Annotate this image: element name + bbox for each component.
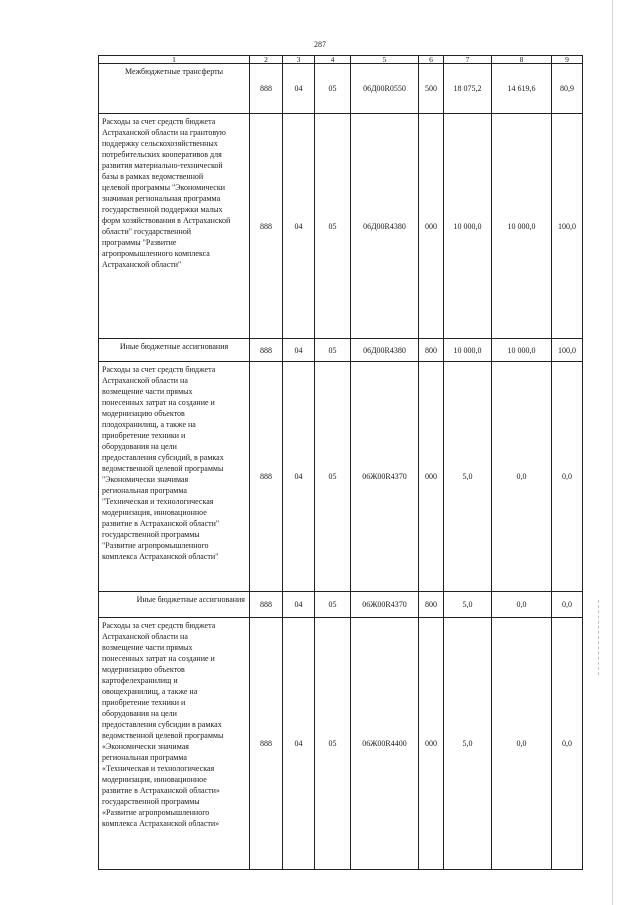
- percent-cell: 0,0: [552, 592, 583, 618]
- plan-amount-cell: 5,0: [444, 618, 492, 870]
- actual-amount-cell: 0,0: [492, 362, 552, 592]
- percent-cell: 100,0: [552, 114, 583, 339]
- target-article-cell: 06Д00R0550: [351, 64, 419, 114]
- row-name-cell: Иные бюджетные ассигнования: [99, 339, 250, 362]
- column-number: 1: [99, 56, 250, 64]
- table-row: [99, 618, 583, 870]
- plan-amount-cell: 5,0: [444, 362, 492, 592]
- column-number: 7: [444, 56, 492, 64]
- actual-amount-cell: 10 000,0: [492, 339, 552, 362]
- code-cell: 888: [250, 64, 283, 114]
- subsection-cell: 05: [315, 592, 351, 618]
- plan-amount-cell: 18 075,2: [444, 64, 492, 114]
- column-number: 6: [419, 56, 444, 64]
- table-row: [99, 114, 583, 339]
- row-name-cell: Расходы за счет средств бюджета Астраханской области на возмещение части прямых понесенных затрат на создание и модернизацию объектов картофелехранилищ и овощехранилищ, а также на приобретение техники и оборудования на цели предоставления субсидии в рамках ведомственной целевой программы «Экономически значимая региональная программа «Техническая и технологическая модернизация, инновационное развитие в Астраханской области» государственной программы «Развитие агропромышленного комплекса Астраханской области»: [99, 618, 250, 870]
- budget-table: [98, 55, 583, 870]
- table-row: [99, 592, 583, 618]
- actual-amount-cell: 14 619,6: [492, 64, 552, 114]
- code-cell: 888: [250, 592, 283, 618]
- target-article-cell: 06Д00R4380: [351, 114, 419, 339]
- plan-amount-cell: 10 000,0: [444, 114, 492, 339]
- column-number: 4: [315, 56, 351, 64]
- actual-amount-cell: 0,0: [492, 618, 552, 870]
- percent-cell: 80,9: [552, 64, 583, 114]
- table-row: [99, 339, 583, 362]
- actual-amount-cell: 10 000,0: [492, 114, 552, 339]
- percent-cell: 0,0: [552, 362, 583, 592]
- row-name-cell: Расходы за счет средств бюджета Астраханской области на возмещение части прямых понесенных затрат на создание и модернизацию объектов плодохранилищ, а также на приобретение техники и оборудования на цели предоставления субсидий, в рамках ведомственной целевой программы "Экономически значимая региональная программа "Техническая и технологическая модернизация, инновационное развитие в Астраханской области" государственной программы "Развитие агропромышленного комплекса Астраханской области": [99, 362, 250, 592]
- code-cell: 888: [250, 362, 283, 592]
- section-cell: 04: [283, 618, 315, 870]
- row-name-cell: Расходы за счет средств бюджета Астраханской области на грантовую поддержку сельскохозяйственных потребительских кооперативов для развития материально-технической базы в рамках ведомственной целевой программы "Экономически значимая региональная программа государственной поддержки малых форм хозяйствования в Астраханской области" государственной программы "Развитие агропромышленного комплекса Астраханской области": [99, 114, 250, 339]
- plan-amount-cell: 5,0: [444, 592, 492, 618]
- section-cell: 04: [283, 114, 315, 339]
- section-cell: 04: [283, 64, 315, 114]
- subsection-cell: 05: [315, 114, 351, 339]
- subsection-cell: 05: [315, 64, 351, 114]
- expense-type-cell: 800: [419, 592, 444, 618]
- expense-type-cell: 500: [419, 64, 444, 114]
- column-number: 8: [492, 56, 552, 64]
- section-cell: 04: [283, 592, 315, 618]
- column-number: 5: [351, 56, 419, 64]
- row-name-cell: Межбюджетные трансферты: [99, 64, 250, 114]
- table-row: [99, 362, 583, 592]
- expense-type-cell: 000: [419, 362, 444, 592]
- percent-cell: 0,0: [552, 618, 583, 870]
- expense-type-cell: 000: [419, 114, 444, 339]
- target-article-cell: 06Ж00R4370: [351, 362, 419, 592]
- percent-cell: 100,0: [552, 339, 583, 362]
- row-name-cell: Иные бюджетные ассигнования: [99, 592, 250, 618]
- code-cell: 888: [250, 618, 283, 870]
- code-cell: 888: [250, 114, 283, 339]
- subsection-cell: 05: [315, 362, 351, 592]
- column-number: 3: [283, 56, 315, 64]
- page-edge-line: [612, 0, 613, 905]
- page-number: 287: [314, 40, 326, 49]
- section-cell: 04: [283, 362, 315, 592]
- actual-amount-cell: 0,0: [492, 592, 552, 618]
- target-article-cell: 06Ж00R4400: [351, 618, 419, 870]
- target-article-cell: 06Ж00R4370: [351, 592, 419, 618]
- expense-type-cell: 800: [419, 339, 444, 362]
- table-row: [99, 64, 583, 114]
- target-article-cell: 06Д00R4380: [351, 339, 419, 362]
- column-number-row: [99, 56, 583, 64]
- scan-artifact-line: [598, 600, 599, 675]
- column-number: 9: [552, 56, 583, 64]
- code-cell: 888: [250, 339, 283, 362]
- section-cell: 04: [283, 339, 315, 362]
- subsection-cell: 05: [315, 618, 351, 870]
- expense-type-cell: 000: [419, 618, 444, 870]
- column-number: 2: [250, 56, 283, 64]
- subsection-cell: 05: [315, 339, 351, 362]
- plan-amount-cell: 10 000,0: [444, 339, 492, 362]
